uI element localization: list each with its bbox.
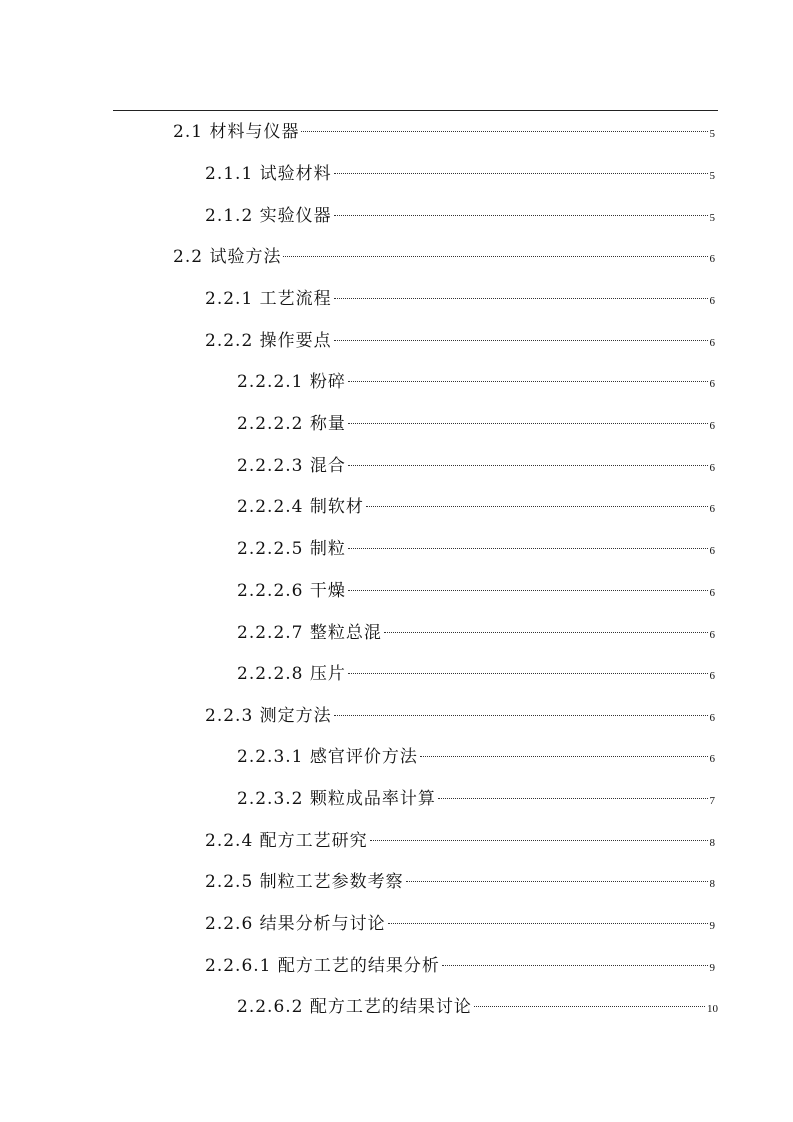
toc-page-number: 7: [709, 795, 715, 807]
toc-entry-label: 2.2.2.7 整粒总混: [237, 623, 382, 643]
toc-entry[interactable]: [237, 785, 715, 813]
dot-leader: [442, 965, 708, 966]
toc-entry[interactable]: [173, 243, 715, 271]
dot-leader: [348, 465, 708, 466]
toc-entry-label: 2.2.2.2 称量: [237, 414, 346, 434]
toc-entry[interactable]: [205, 285, 715, 313]
toc-entry-label: 2.2.3.2 颗粒成品率计算: [237, 789, 436, 809]
toc-page-number: 6: [709, 629, 715, 641]
dot-leader: [474, 1006, 705, 1007]
toc-entry[interactable]: [205, 702, 715, 730]
toc-entry[interactable]: [237, 577, 715, 605]
toc-page-number: 5: [709, 212, 715, 224]
toc-page-number: 6: [709, 462, 715, 474]
toc-page-number: 6: [709, 295, 715, 307]
toc-entry-label: 2.2.4 配方工艺研究: [205, 831, 368, 851]
toc-entry-label: 2.1.1 试验材料: [205, 164, 332, 184]
toc-page-number: 10: [707, 1003, 718, 1015]
toc-entry[interactable]: [205, 202, 715, 230]
toc-entry[interactable]: [237, 410, 715, 438]
toc-page-number: 6: [709, 503, 715, 515]
toc-page-number: 6: [709, 587, 715, 599]
dot-leader: [301, 131, 707, 132]
toc-entry-label: 2.2.6.1 配方工艺的结果分析: [205, 956, 440, 976]
toc-entry[interactable]: [205, 327, 715, 355]
toc-entry-label: 2.2.3 测定方法: [205, 706, 332, 726]
toc-entry-label: 2.2.2.5 制粒: [237, 539, 346, 559]
toc-entry-label: 2.2.2.8 压片: [237, 664, 346, 684]
toc-entry[interactable]: [205, 952, 715, 980]
toc-page-number: 5: [709, 128, 715, 140]
toc-entry[interactable]: [237, 535, 715, 563]
toc-entry[interactable]: [205, 827, 715, 855]
toc-entry-label: 2.1 材料与仪器: [173, 122, 300, 142]
toc-entry[interactable]: [173, 118, 715, 146]
dot-leader: [334, 298, 708, 299]
toc-entry-label: 2.2.2.6 干燥: [237, 581, 346, 601]
toc-entry-label: 2.1.2 实验仪器: [205, 206, 332, 226]
toc-page-number: 6: [709, 712, 715, 724]
toc-entry[interactable]: [237, 993, 718, 1021]
dot-leader: [384, 632, 708, 633]
dot-leader: [334, 340, 708, 341]
toc-page-number: 6: [709, 337, 715, 349]
toc-page-number: 9: [709, 920, 715, 932]
toc-page-number: 6: [709, 420, 715, 432]
dot-leader: [370, 840, 708, 841]
toc-entry[interactable]: [237, 743, 715, 771]
toc-page-number: 6: [709, 378, 715, 390]
toc-page-number: 8: [709, 837, 715, 849]
toc-entry-label: 2.2 试验方法: [173, 247, 282, 267]
toc-entry-label: 2.2.6 结果分析与讨论: [205, 914, 386, 934]
dot-leader: [438, 798, 708, 799]
toc-entry-label: 2.2.2.3 混合: [237, 456, 346, 476]
toc-page-number: 6: [709, 670, 715, 682]
toc-entry-label: 2.2.2.4 制软材: [237, 497, 364, 517]
dot-leader: [348, 423, 708, 424]
toc-page-number: 6: [709, 753, 715, 765]
dot-leader: [334, 215, 708, 216]
dot-leader: [348, 381, 708, 382]
toc-page-number: 8: [709, 878, 715, 890]
toc-entry[interactable]: [205, 160, 715, 188]
toc-page-number: 9: [709, 962, 715, 974]
dot-leader: [388, 923, 708, 924]
toc-entry-label: 2.2.5 制粒工艺参数考察: [205, 872, 404, 892]
toc-entry-label: 2.2.2 操作要点: [205, 331, 332, 351]
toc-entry-label: 2.2.3.1 感官评价方法: [237, 747, 418, 767]
toc-page-number: 5: [709, 170, 715, 182]
dot-leader: [348, 673, 708, 674]
toc-entry[interactable]: [237, 619, 715, 647]
toc-entry[interactable]: [205, 910, 715, 938]
toc-entry[interactable]: [237, 368, 715, 396]
toc-entry-label: 2.2.6.2 配方工艺的结果讨论: [237, 997, 472, 1017]
toc-page-number: 6: [709, 545, 715, 557]
dot-leader: [334, 173, 708, 174]
dot-leader: [420, 756, 708, 757]
dot-leader: [348, 548, 708, 549]
header-rule: [113, 110, 718, 111]
dot-leader: [366, 506, 708, 507]
dot-leader: [406, 881, 708, 882]
toc-entry[interactable]: [237, 452, 715, 480]
toc-page-number: 6: [709, 253, 715, 265]
dot-leader: [334, 715, 708, 716]
dot-leader: [348, 590, 708, 591]
toc-entry-label: 2.2.1 工艺流程: [205, 289, 332, 309]
toc-entry[interactable]: [237, 660, 715, 688]
toc-entry[interactable]: [237, 493, 715, 521]
toc-entry-label: 2.2.2.1 粉碎: [237, 372, 346, 392]
dot-leader: [283, 256, 707, 257]
toc-entry[interactable]: [205, 868, 715, 896]
